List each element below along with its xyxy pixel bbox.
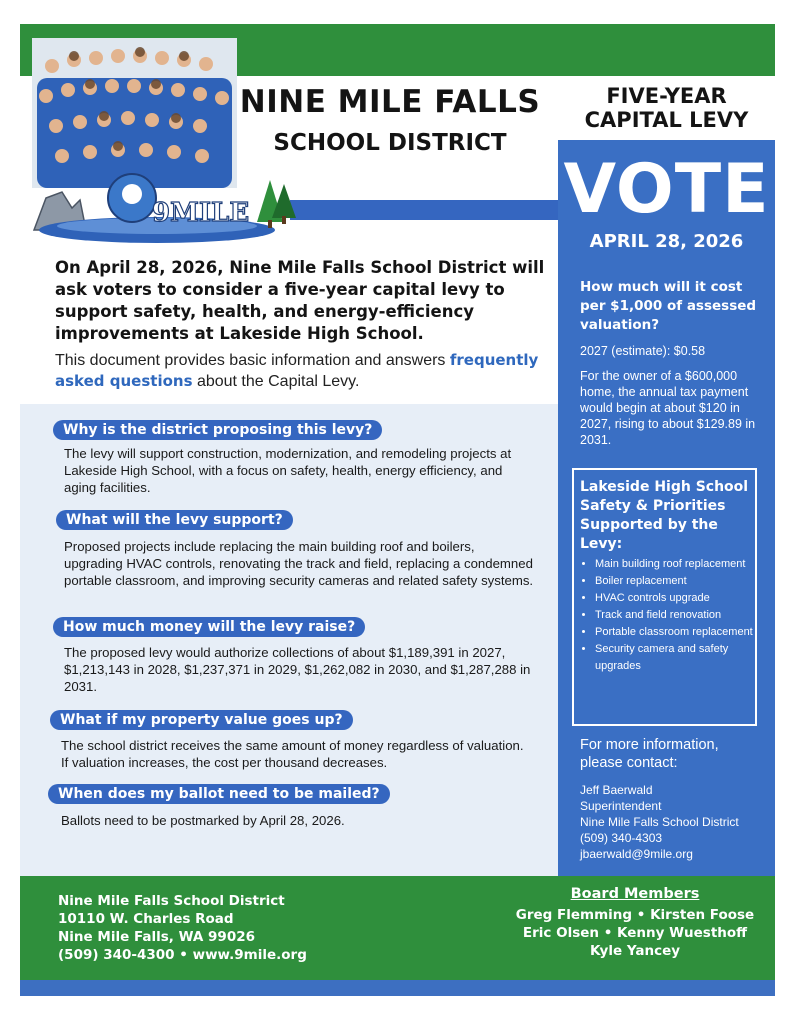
contact-title: Superintendent (580, 799, 662, 813)
contact-heading: For more information, please contact: (580, 737, 719, 771)
address-line: 10110 W. Charles Road (58, 911, 234, 927)
faq-question-support: What will the levy support? (56, 510, 293, 530)
footer-address (58, 892, 358, 964)
page-subtitle: SCHOOL DISTRICT (273, 130, 507, 156)
levy-heading-line1: FIVE-YEAR (606, 84, 727, 108)
faq-answer-ballot: Ballots need to be postmarked by April 28, 2026. (61, 813, 345, 828)
contact-org: Nine Mile Falls School District (580, 815, 739, 829)
cost-estimate: 2027 (estimate): $0.58 (580, 344, 706, 358)
faq-answer-why: The levy will support construction, modernization, and remodeling projects at Lakeside High School, with a focus on safety, health, energy efficiency, and aging facilities. (64, 446, 512, 495)
priority-item: • Track and field renovation (595, 607, 767, 624)
faq-answer-support: Proposed projects include replacing the main building roof and boilers, upgrading HVAC controls, renovating the track and field, replacing a condemned portable classroom, and improving security cameras and related safety systems. (64, 539, 534, 588)
priorities-list (580, 556, 767, 675)
logo-text: 9MILE (152, 198, 250, 228)
address-line: Nine Mile Falls School District (58, 893, 285, 909)
levy-heading (558, 76, 775, 140)
board-line: Eric Olsen • Kenny Wuesthoff (522, 925, 748, 941)
footer-blue-stripe (20, 980, 775, 996)
priority-item: • Boiler replacement (595, 573, 767, 590)
info-highlight: frequently asked questions (55, 351, 539, 390)
contact-block (580, 782, 765, 862)
faq-question-ballot: When does my ballot need to be mailed? (48, 784, 390, 804)
priorities-title: Lakeside High School Safety & Priorities Supported by the Levy: (580, 479, 749, 552)
address-line: Nine Mile Falls, WA 99026 (58, 929, 255, 945)
priority-item: • Security camera and safety upgrades (595, 641, 767, 675)
faq-panel (20, 404, 558, 876)
priority-item: • HVAC controls upgrade (595, 590, 767, 607)
cost-detail: For the owner of a $600,000 home, the annual tax payment would begin at about $120 in 2027, rising to about $129.89 in 2031. (580, 369, 756, 447)
faq-answer-property: The school district receives the same amount of money regardless of valuation. If valuation increases, the cost per thousand decreases. (61, 738, 524, 770)
contact-phone: (509) 340-4303 (580, 831, 663, 845)
vote-word: VOTE (563, 150, 770, 229)
vote-date: APRIL 28, 2026 (589, 231, 744, 252)
intro-info (55, 350, 545, 392)
faq-answer-money: The proposed levy would authorize collections of about $1,189,391 in 2027, $1,213,143 in 2028, $1,237,371 in 2029, $1,262,082 in 2030, and $1,287,288 in 2031. (64, 645, 531, 694)
priority-item: • Portable classroom replacement (595, 624, 767, 641)
address-phone-web[interactable]: (509) 340-4300 • www.9mile.org (58, 947, 307, 963)
info-before: This document provides basic information and answers (55, 352, 450, 369)
contact-name: Jeff Baerwald (580, 783, 653, 797)
priority-item: • Main building roof replacement (595, 556, 767, 573)
header-blue-stripe (290, 200, 558, 220)
info-after: about the Capital Levy. (192, 373, 360, 390)
faq-question-property: What if my property value goes up? (50, 710, 353, 730)
contact-email[interactable]: jbaerwald@9mile.org (580, 847, 693, 861)
cost-question: How much will it cost per $1,000 of assessed valuation? (580, 279, 757, 333)
board-members-names (505, 906, 765, 960)
district-logo (32, 160, 302, 245)
faq-question-why: Why is the district proposing this levy? (53, 420, 382, 440)
board-line: Kyle Yancey (589, 943, 681, 959)
intro-lead: On April 28, 2026, Nine Mile Falls School District will ask voters to consider a five-year capital levy to support safety, health, and energy-efficiency improvements at Lakeside High School. (55, 258, 545, 343)
levy-heading-line2: CAPITAL LEVY (584, 108, 749, 132)
board-line: Greg Flemming • Kirsten Foose (515, 907, 755, 923)
faq-question-money: How much money will the levy raise? (53, 617, 365, 637)
page-title: NINE MILE FALLS (239, 84, 541, 120)
board-members-title: Board Members (570, 886, 700, 902)
